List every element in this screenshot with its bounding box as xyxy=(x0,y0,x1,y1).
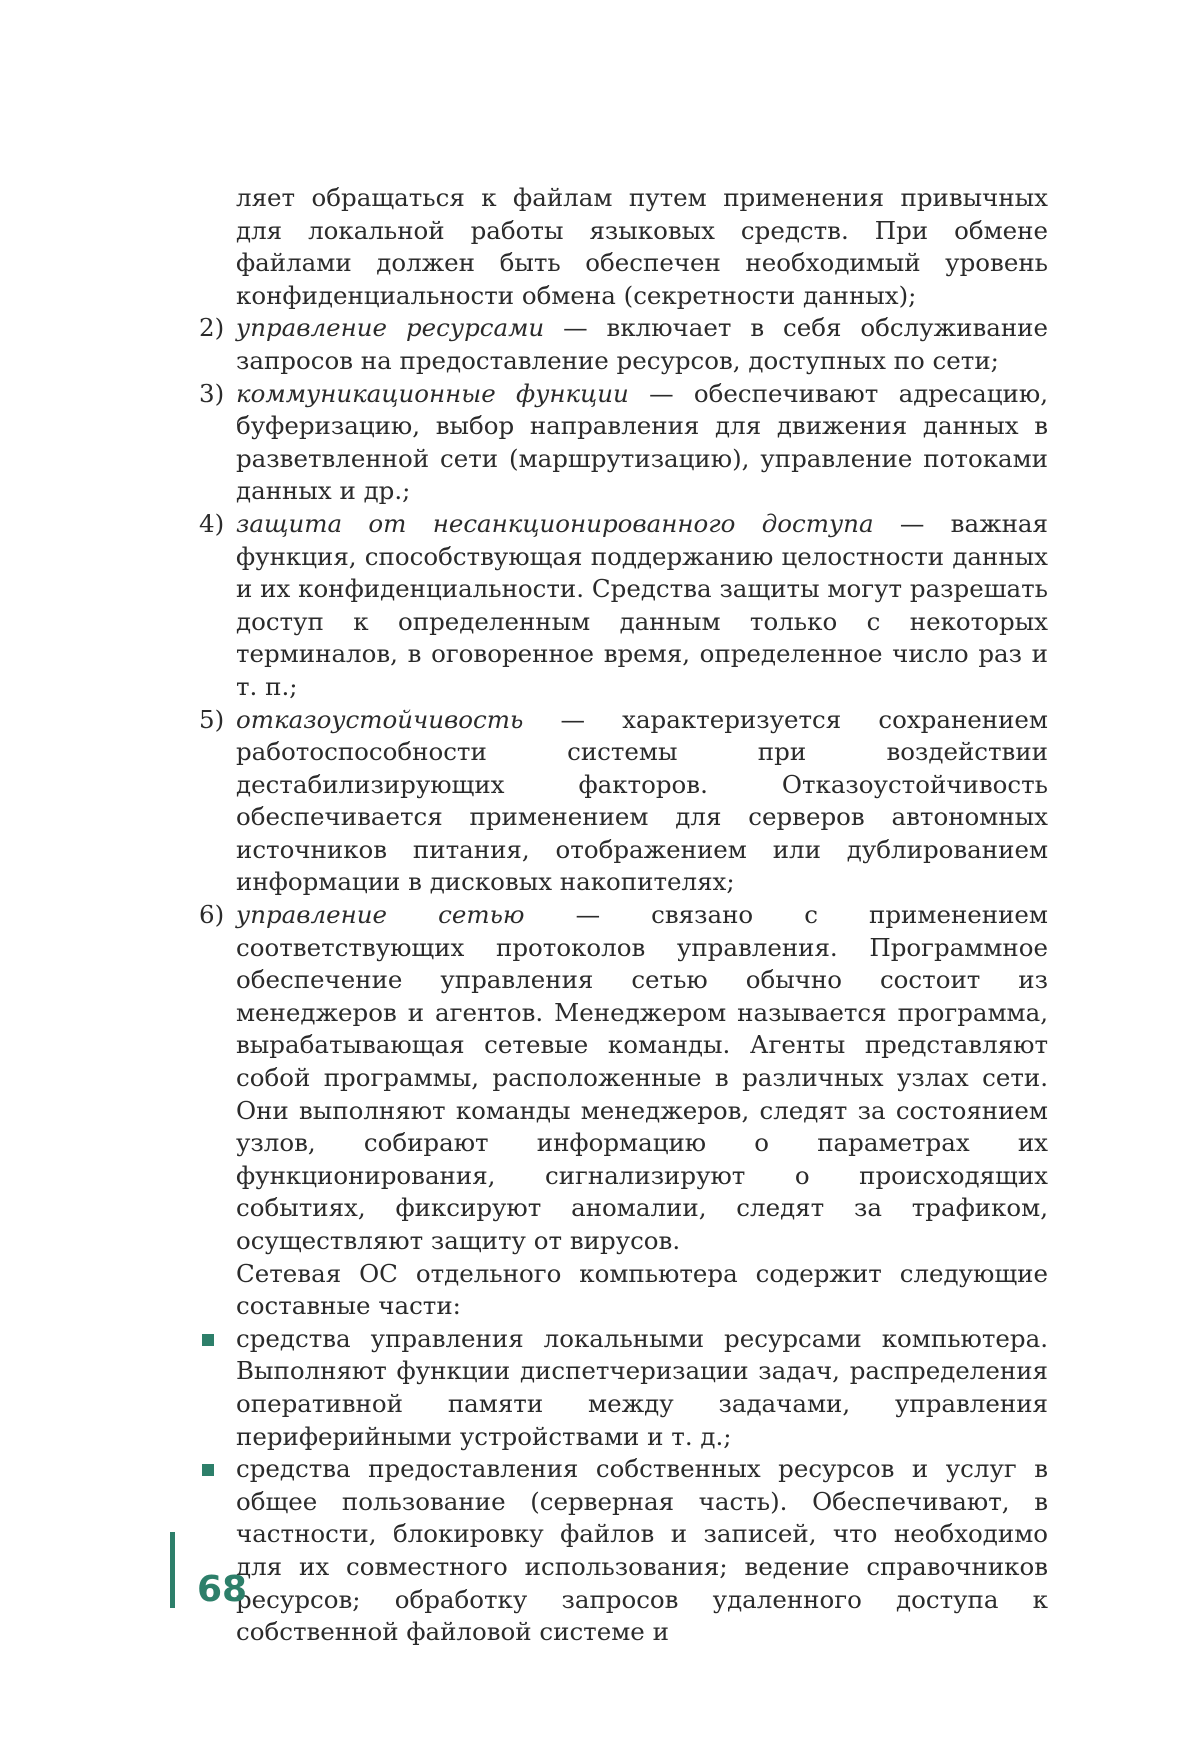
item-text: — связано с применением соответствующих протоколов управления. Программное обеспечение управления сетью обычно состоит из менеджеров и агентов. Менеджером называется программа, вырабатывающая сетевые команды. Агенты представляют собой программы, расположенные в различных узлах сети. Они выполняют команды менеджеров, следят за состоянием узлов, собирают информацию о параметрах их функционирования, сигнализируют о происходящих событиях, фиксируют аномалии, следят за трафиком, осуществляют защиту от вирусов. xyxy=(236,900,1048,1255)
item-text: — обеспечивают адресацию, буферизацию, выбор направления для движения данных в разветвленной сети (маршрутизацию), управление потоками данных и др.; xyxy=(236,378,1048,506)
function-item-3 xyxy=(199,378,1048,508)
item-term: отказоустойчивость xyxy=(236,704,524,734)
item-number: 3) xyxy=(199,378,225,408)
page-number: 68 xyxy=(197,1569,248,1610)
item-number: 5) xyxy=(199,704,225,734)
component-item xyxy=(236,1323,1048,1453)
function-item-5 xyxy=(199,704,1048,900)
item-number: 2) xyxy=(199,313,225,343)
component-item xyxy=(236,1453,1048,1649)
page-number-rule xyxy=(170,1532,175,1608)
function-item-4 xyxy=(199,508,1048,704)
item-number: 6) xyxy=(199,900,225,930)
component-text: средства управления локальными ресурсами компьютера. Выполняют функции диспетчеризации задач, распределения оперативной памяти между задачами, управления периферийными устройствами и т. д.; xyxy=(236,1323,1048,1451)
function-item-2 xyxy=(199,312,1048,377)
item-term: коммуникационные функции xyxy=(236,378,629,408)
item-term: управление сетью xyxy=(236,900,525,930)
item-term: защита от несанкционированного доступа xyxy=(236,508,874,538)
component-text: средства предоставления собственных ресурсов и услуг в общее пользование (серверная часть). Обеспечивают, в частности, блокировку файлов и записей, что необходимо для их совместного использования; ведение справочников ресурсов; обработку запросов удаленного доступа к собственной файловой системе и xyxy=(236,1454,1048,1647)
item-term: управление ресурсами xyxy=(236,313,545,343)
item-text: — включает в себя обслуживание запросов на предоставление ресурсов, доступных по сети; xyxy=(236,313,1048,375)
square-bullet-icon xyxy=(202,1464,214,1476)
item-text: — характеризуется сохранением работоспособности системы при воздействии дестабилизирующих факторов. Отказоустойчивость обеспечивается применением для серверов автономных источников питания, отображением или дублированием информации в дисковых накопителях; xyxy=(236,704,1048,897)
item-text: — важная функция, способствующая поддержанию целостности данных и их конфиденциальности. Средства защиты могут разрешать доступ к определенным данным только с некоторых терминалов, в оговоренное время, определенное число раз и т. п.; xyxy=(236,508,1048,701)
intro-continuation: ляет обращаться к файлам путем применения привычных для локальной работы языковых средств. При обмене файлами должен быть обеспечен необходимый уровень конфиденциальности обмена (секретности данных); xyxy=(236,183,1048,310)
item-number: 4) xyxy=(199,508,225,538)
function-item-6 xyxy=(199,899,1048,1258)
os-components-intro: Сетевая ОС отдельного компьютера содержит следующие составные части: xyxy=(236,1258,1048,1321)
square-bullet-icon xyxy=(202,1334,214,1346)
